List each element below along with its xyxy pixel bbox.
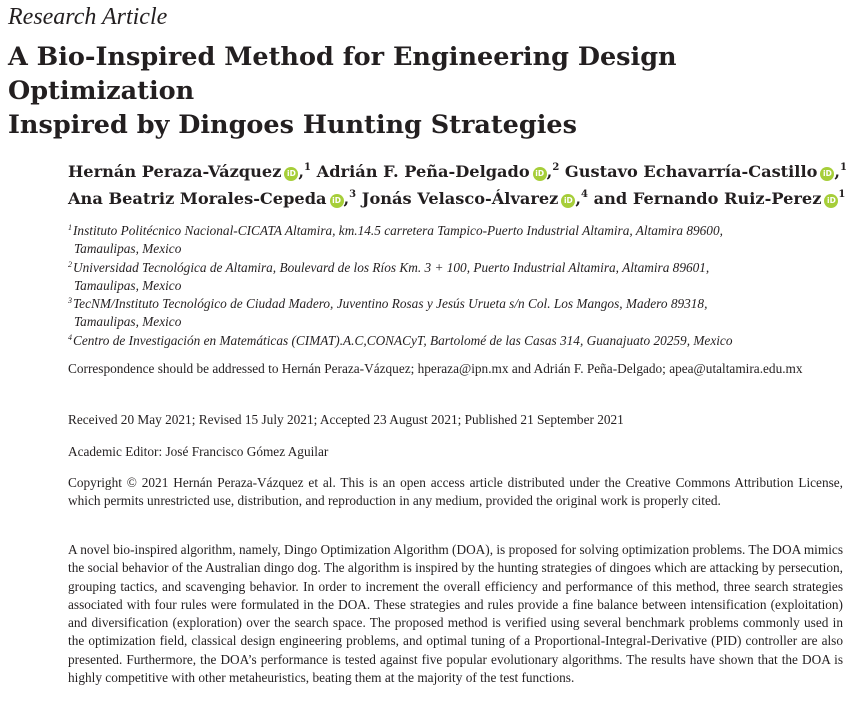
academic-editor: Academic Editor: José Francisco Gómez Aguilar xyxy=(68,444,329,459)
author[interactable]: Ana Beatriz Morales-Cepeda iD ,$^3$ xyxy=(68,189,357,208)
orcid-icon[interactable]: iD xyxy=(533,167,547,181)
and-word: and xyxy=(593,189,628,208)
author[interactable]: Jonás Velasco-Álvarez iD ,$^4$ xyxy=(361,189,588,208)
affiliation-ref: 1 xyxy=(840,162,848,173)
orcid-icon[interactable]: iD xyxy=(284,167,298,181)
affiliation-ref: 3 xyxy=(349,189,357,200)
affiliation: $^3$TecNM/Instituto Tecnológico de Ciudad Madero, Juventino Rosas y Jesús Urueta s/n Col. Los Mangos, Madero 89318, Tamaulipas, Mexico xyxy=(68,296,708,330)
orcid-icon[interactable]: iD xyxy=(824,194,838,208)
orcid-icon[interactable]: iD xyxy=(820,167,834,181)
title-line-1: A Bio-Inspired Method for Engineering Design Optimization xyxy=(8,42,677,106)
orcid-icon[interactable]: iD xyxy=(561,194,575,208)
abstract: A novel bio-inspired algorithm, namely, Dingo Optimization Algorithm (DOA), is proposed for solving optimization problems. The DOA mimics the social behavior of the Australian dingo dog. The algorithm is inspired by the hunting strategies of dingoes which are attacking by persecution, grouping tactics, and scavenging behavior. In order to increment the overall efficiency and performance of this method, three search strategies associated with four rules were formulated in the DOA. These strategies and rules provide a fine balance between intensification (exploitation) and diversification (exploration) over the search space. The proposed method is verified using several benchmark problems commonly used in the optimization field, classical design engineering problems, and optimal tuning of a Proportional-Integral-Derivative (PID) controller are also presented. Furthermore, the DOA’s performance is tested against five popular evolutionary algorithms. The results have shown that the DOA is highly competitive with other metaheuristics, beating them at the majority of the test functions. xyxy=(68,542,843,686)
affiliation: $^2$Universidad Tecnológica de Altamira, Boulevard de los Ríos Km. 3 + 100, Puerto Industrial Altamira, Altamira 89601, Tamaulipas, Mexico xyxy=(68,259,710,293)
author-list xyxy=(68,158,858,212)
article-title xyxy=(8,40,853,142)
affiliations xyxy=(68,222,853,350)
author[interactable]: Hernán Peraza-Vázquez iD ,$^1$ xyxy=(68,162,312,181)
orcid-icon[interactable]: iD xyxy=(330,194,344,208)
affiliation: $^4$Centro de Investigación en Matemáticas (CIMAT).A.C,CONACyT, Bartolomé de las Casas 314, Guanajuato 20259, Mexico xyxy=(68,332,733,348)
title-line-2: Inspired by Dingoes Hunting Strategies xyxy=(8,110,578,140)
correspondence: Correspondence should be addressed to Hernán Peraza-Vázquez; hperaza@ipn.mx and Adrián F. Peña-Delgado; apea@utaltamira.edu.mx xyxy=(68,361,803,376)
article-type: Research Article xyxy=(8,4,168,30)
affiliation-ref: 4 xyxy=(581,189,588,200)
author[interactable]: Gustavo Echavarría-Castillo iD ,$^1$ xyxy=(564,162,848,181)
affiliation-ref: 1 xyxy=(838,189,846,200)
author[interactable]: Fernando Ruiz-Perez $iD^1$ xyxy=(632,189,846,208)
affiliation-ref: 2 xyxy=(552,162,560,173)
author[interactable]: Adrián F. Peña-Delgado iD ,$^2$ xyxy=(316,162,560,181)
copyright-notice: Copyright © 2021 Hernán Peraza-Vázquez et al. This is an open access article distributed under the Creative Commons Attribution License, which permits unrestricted use, distribution, and reproduction in any medium, provided the original work is properly cited. xyxy=(68,475,843,509)
affiliation-ref: 1 xyxy=(304,162,312,173)
affiliation: $^1$Instituto Politécnico Nacional-CICATA Altamira, km.14.5 carretera Tampico-Puerto Industrial Altamira, Altamira 89600, Tamaulipas, Mexico xyxy=(68,223,723,257)
publication-dates: Received 20 May 2021; Revised 15 July 2021; Accepted 23 August 2021; Published 21 September 2021 xyxy=(68,412,624,427)
